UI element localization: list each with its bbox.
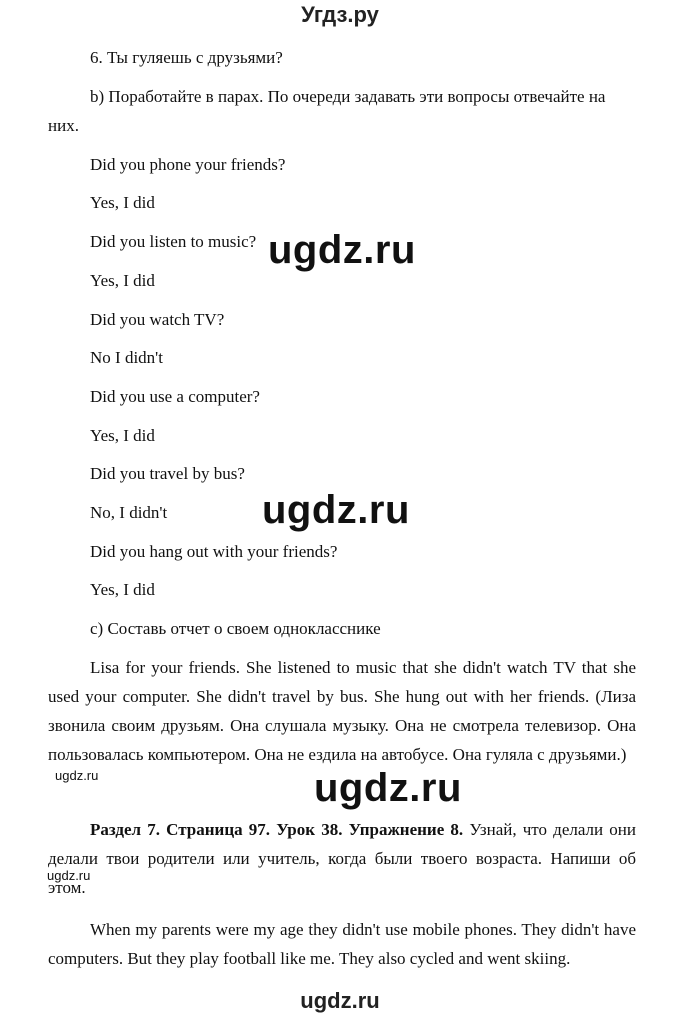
watermark-small: ugdz.ru [55, 768, 99, 783]
task-b-line2: них. [48, 116, 79, 135]
dialog-line: Yes, I did [90, 271, 155, 290]
answer-text: When my parents were my age they didn't use mobile phones. They didn't have computers. But they play football like me. They also cycled and went skiing. [48, 920, 636, 968]
task-b-line1: b) Поработайте в парах. По очереди задавать эти вопросы отвечайте на [90, 87, 606, 106]
watermark: ugdz.ru [268, 228, 416, 272]
dialog-line: Did you travel by bus? [90, 464, 245, 483]
dialog-line: Did you phone your friends? [90, 155, 286, 174]
watermark: ugdz.ru [262, 488, 410, 532]
dialog-line: No, I didn't [90, 503, 168, 522]
report-text: Lisa for your friends. She listened to music that she didn't watch TV that she used your computer. She didn't travel by bus. She hung out with her friends. (Лиза звонила своим друзьям. Она слушала музыку. Она не смотрела телевизор. Она пользовалась компьютером. Она не ездила на автобусе. Она гуляла с друзьями.) [48, 658, 636, 764]
dialog-line: Yes, I did [90, 193, 155, 212]
question-6: 6. Ты гуляешь с друзьями? [90, 48, 283, 67]
site-header: Угдз.ру [301, 2, 379, 27]
dialog-line: Did you use a computer? [90, 387, 260, 406]
dialog-line: Yes, I did [90, 426, 155, 445]
exercise-8-heading: Раздел 7. Страница 97. Урок 38. Упражнение 8. [90, 820, 464, 839]
watermark: ugdz.ru [314, 766, 462, 810]
dialog-line: Did you watch TV? [90, 310, 225, 329]
dialog-line: Yes, I did [90, 580, 155, 599]
answer-paragraph [48, 915, 636, 973]
report-paragraph [48, 653, 636, 769]
task-c: c) Составь отчет о своем однокласснике [90, 619, 381, 638]
dialog-line: Did you listen to music? [90, 232, 257, 251]
dialog-line: Did you hang out with your friends? [90, 542, 338, 561]
exercise-8-text: Узнай, что делали они делали твои родители или учитель, когда были твоего возраста. Напиши об этом. [48, 820, 636, 897]
exercise-8-task [48, 815, 636, 902]
site-footer: ugdz.ru [300, 988, 380, 1013]
watermark-small: ugdz.ru [47, 868, 91, 883]
dialog-line: No I didn't [90, 348, 163, 367]
